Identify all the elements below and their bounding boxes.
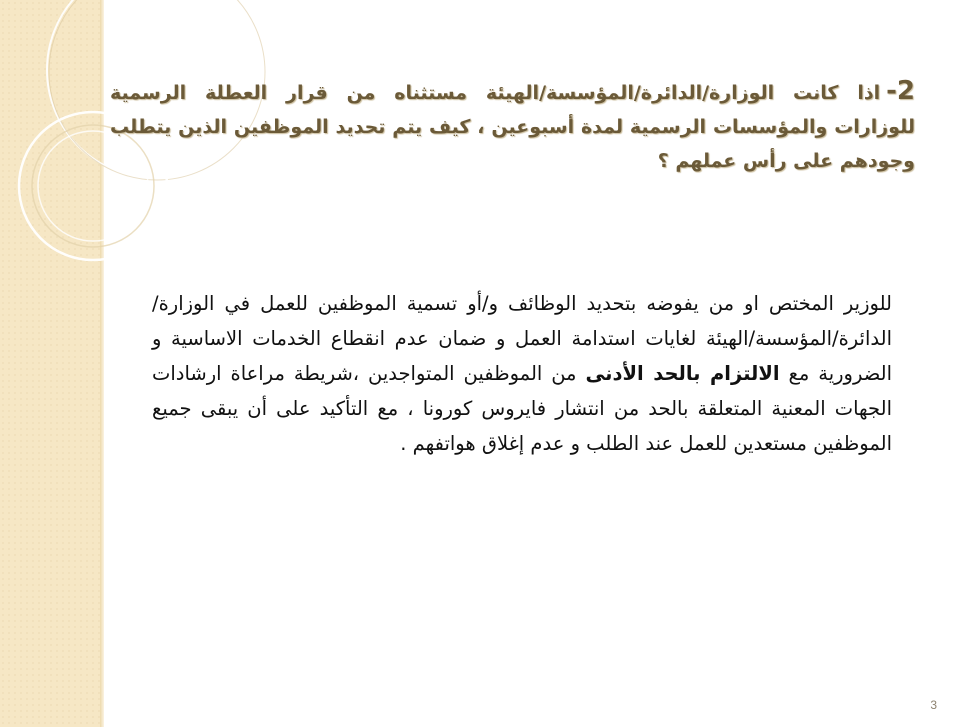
answer-text-part-2: من الموظفين المتواجدين ،شريطة مراعاة ارشادات الجهات المعنية المتعلقة بالحد من انتشار فايروس كورونا ، مع التأكيد على أن يبقى جميع الموظفين مستعدين للعمل عند الطلب و عدم إغلاق هواتفهم .	[152, 362, 892, 455]
answer-text-part-1: للوزير المختص او من يفوضه بتحديد الوظائف و/أو تسمية الموظفين للعمل في الوزارة/الدائرة/المؤسسة/الهيئة لغايات استدامة العمل و ضمان عدم انقطاع الخدمات الاساسية و الضرورية مع	[152, 292, 892, 385]
slide-title	[110, 74, 915, 178]
answer-emphasis: الالتزام بالحد الأدنى	[585, 362, 780, 385]
answer-paragraph	[152, 286, 892, 461]
question-number: 2-	[886, 76, 915, 106]
page-number: 3	[930, 698, 937, 712]
question-text: اذا كانت الوزارة/الدائرة/المؤسسة/الهيئة مستثناه من قرار العطلة الرسمية للوزارات والمؤسسات الرسمية لمدة أسبوعين ، كيف يتم تحديد الموظفين الذين يتطلب وجودهم على رأس عملهم ؟	[110, 82, 915, 172]
